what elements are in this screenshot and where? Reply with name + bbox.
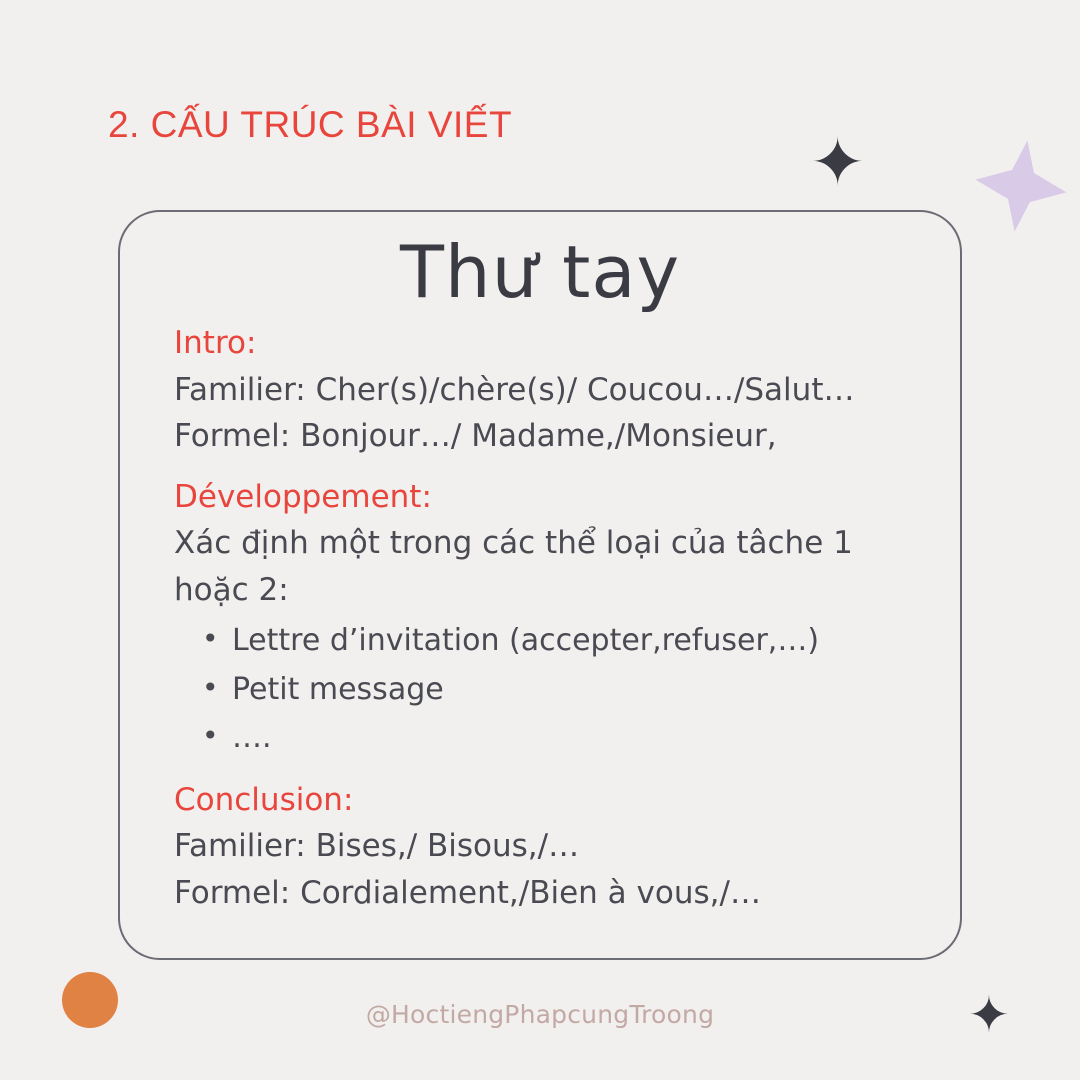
social-handle: @HoctiengPhapcungTroong	[365, 1000, 715, 1029]
developpement-line: hoặc 2:	[174, 571, 289, 608]
conclusion-line: Formel: Cordialement,/Bien à vous,/…	[174, 874, 761, 911]
list-item: • Lettre d’invitation (accepter,refuser,…)	[232, 617, 906, 666]
sparkle-icon: ✦	[968, 986, 1010, 1044]
star-blob-decoration	[969, 134, 1073, 238]
section-label-developpement: Développement:	[174, 478, 432, 515]
conclusion-line: Familier: Bises,/ Bisous,/…	[174, 828, 580, 865]
intro-line: Familier: Cher(s)/chère(s)/ Coucou…/Salut…	[174, 371, 855, 408]
card-body	[120, 314, 960, 916]
section-label-intro: Intro:	[174, 325, 257, 361]
list-item: • Petit message	[232, 666, 906, 715]
list-item: • ….	[232, 714, 906, 763]
content-card	[118, 210, 962, 960]
card-title: Thư tay	[399, 230, 681, 314]
page-title: 2. CẤU TRÚC BÀI VIẾT	[108, 104, 513, 145]
developpement-line: Xác định một trong các thể loại của tâche 1	[174, 525, 853, 561]
sparkle-icon: ✦	[810, 124, 866, 201]
intro-line: Formel: Bonjour…/ Madame,/Monsieur,	[174, 418, 777, 454]
section-label-conclusion: Conclusion:	[174, 781, 354, 818]
developpement-bullet-list	[174, 617, 906, 763]
